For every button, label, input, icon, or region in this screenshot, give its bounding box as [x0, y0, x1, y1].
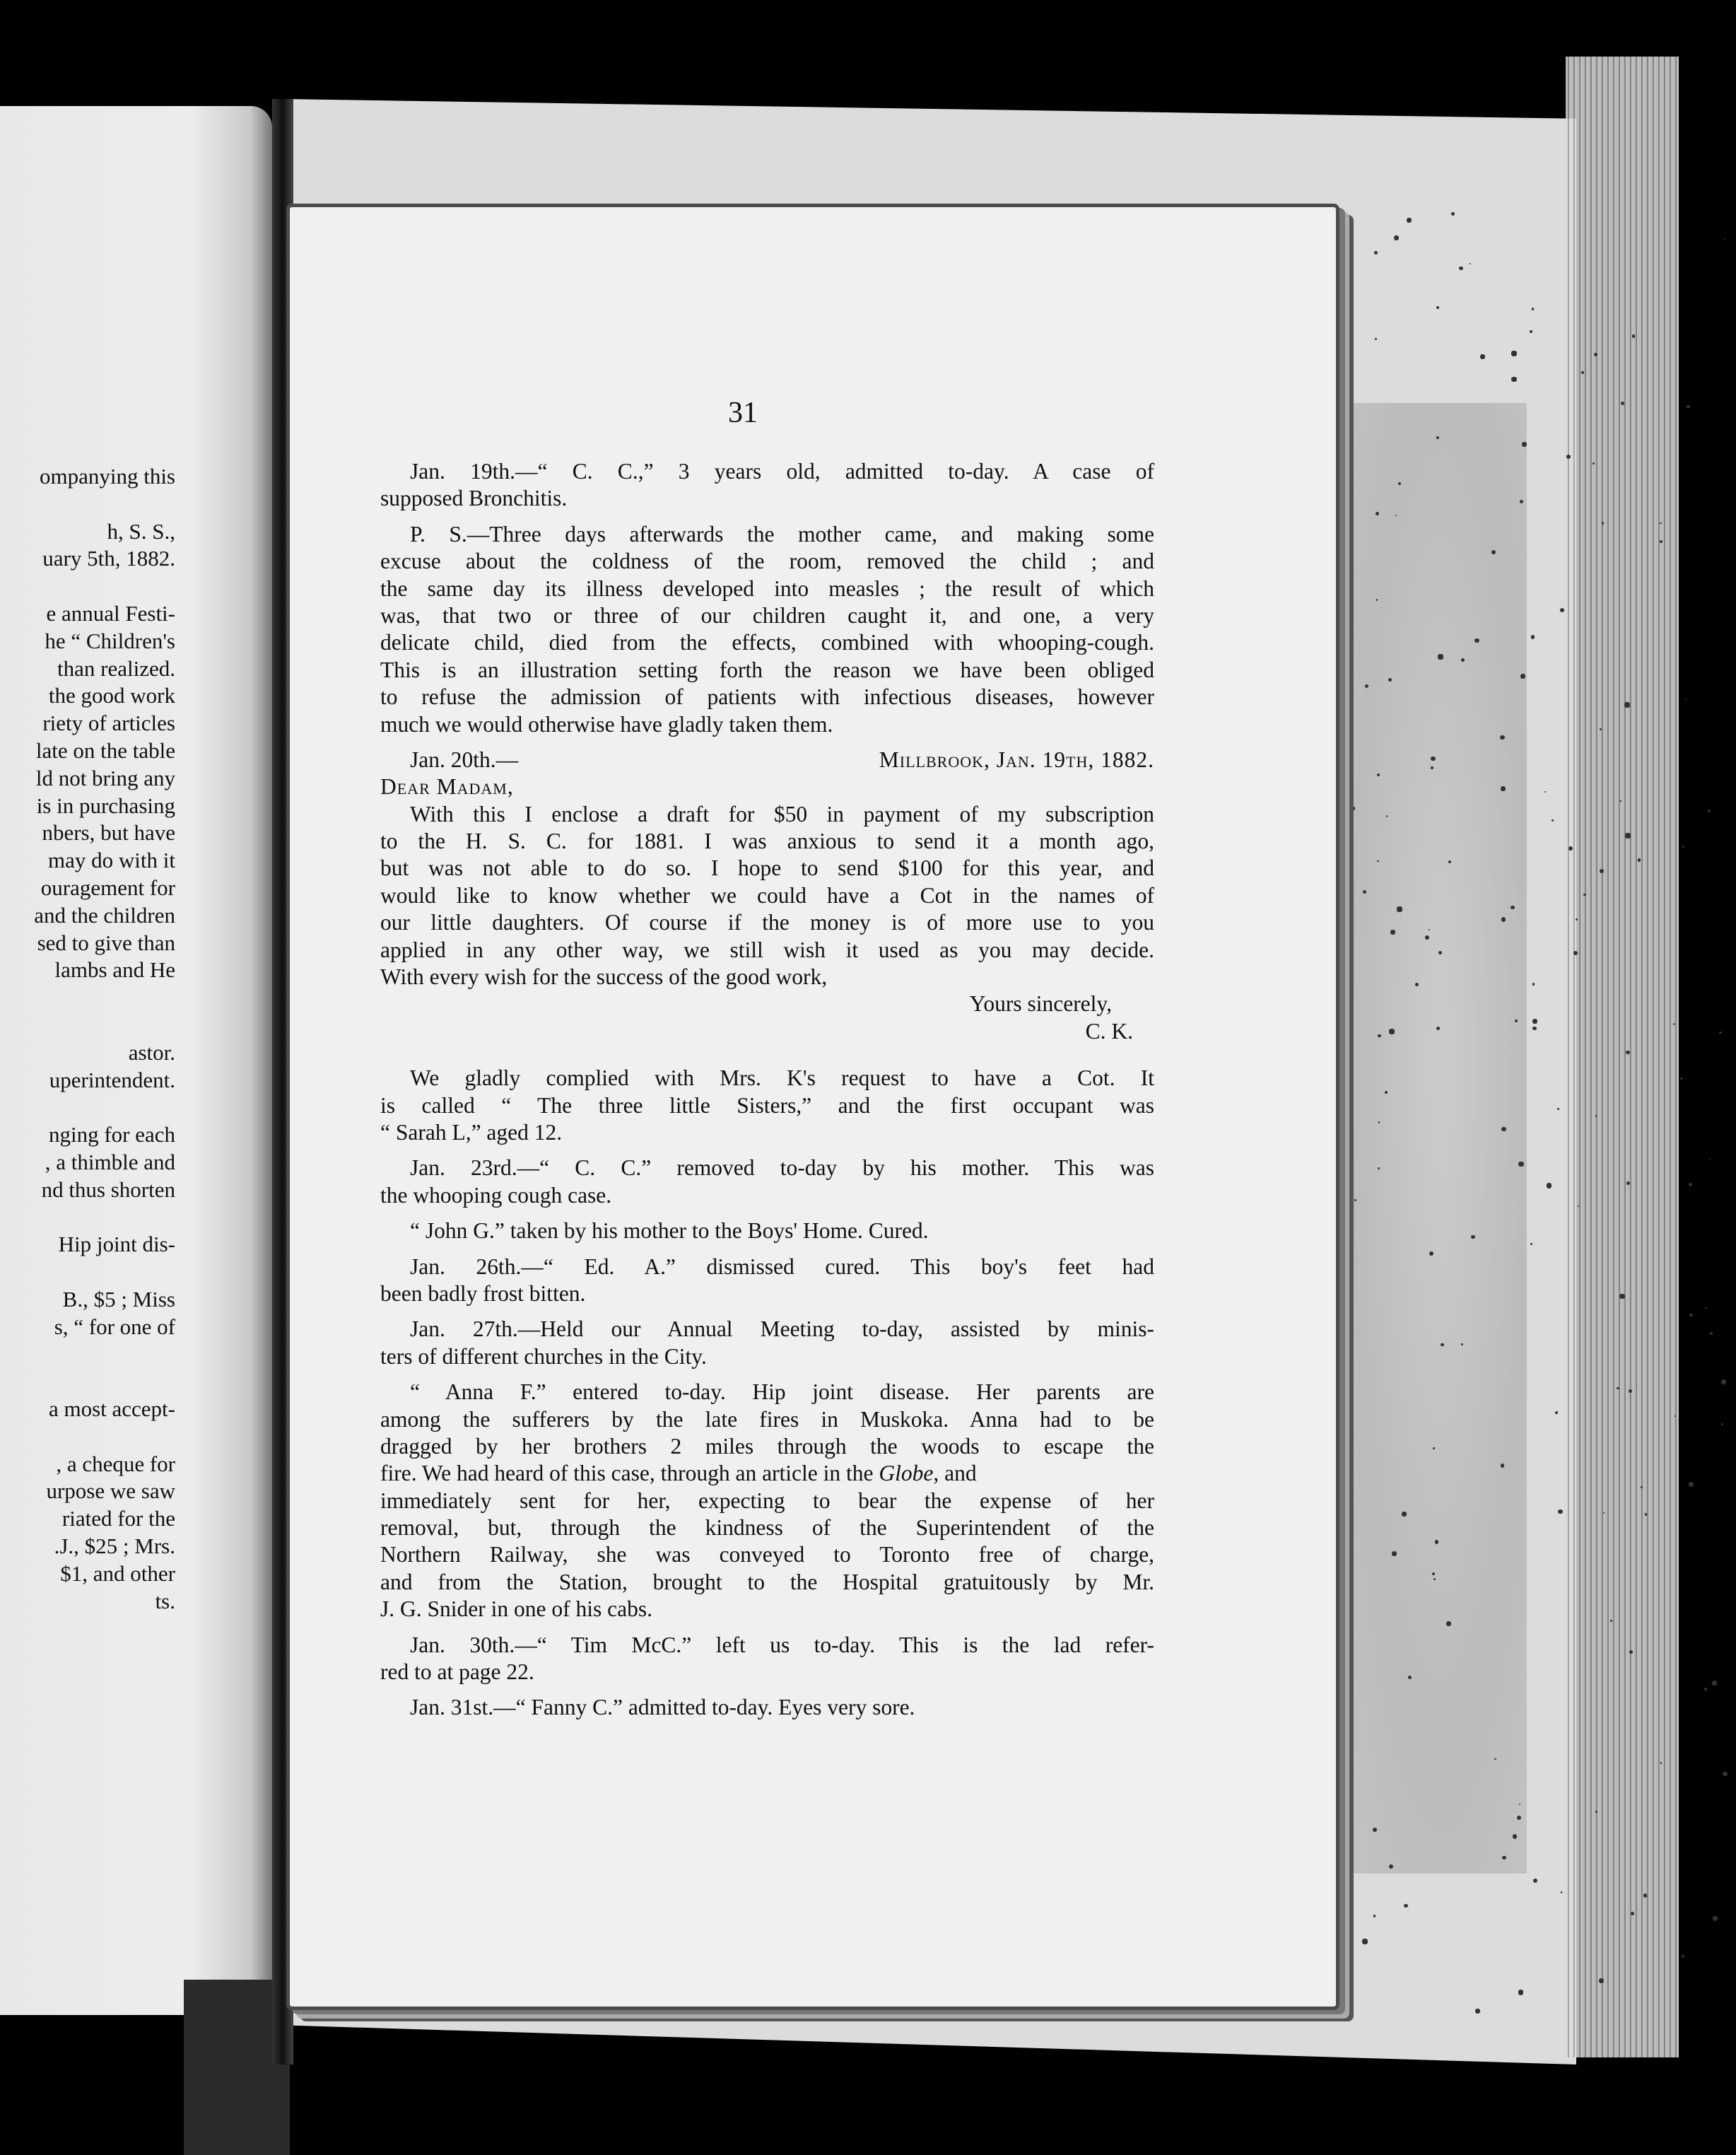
left-page — [0, 106, 272, 2015]
foxing-speck — [1395, 515, 1397, 516]
foxing-speck — [1522, 442, 1527, 447]
foxing-speck — [1723, 1772, 1728, 1777]
foxing-speck — [1433, 1578, 1436, 1580]
letter-place-date: Millbrook, Jan. 19th, 1882. — [879, 747, 1154, 772]
foxing-speck — [1436, 306, 1439, 309]
foxing-speck — [1685, 699, 1687, 700]
left-page-line: late on the table — [35, 737, 175, 763]
foxing-speck — [1352, 807, 1355, 810]
foxing-speck — [1494, 1758, 1496, 1760]
left-page-line: e annual Festi- — [46, 600, 175, 626]
text-line: delicate child, died from the effects, combined with whooping-cough. — [380, 630, 1154, 655]
foxing-speck — [1394, 235, 1398, 240]
text-line: our little daughters. Of course if the money is of more use to you — [380, 910, 1154, 935]
foxing-speck — [1673, 1023, 1675, 1025]
foxing-speck — [1378, 1121, 1380, 1123]
text-line: This is an illustration setting forth the reason we have been obliged — [380, 657, 1154, 682]
foxing-speck — [1705, 1307, 1707, 1309]
text-span: , and — [933, 1461, 977, 1486]
foxing-speck — [1404, 1904, 1408, 1908]
left-page-line: ts. — [155, 1588, 175, 1613]
text-line: to the H. S. C. for 1881. I was anxious to send it a month ago, — [380, 829, 1154, 854]
foxing-speck — [1660, 522, 1661, 524]
foxing-speck — [1704, 1688, 1707, 1690]
left-page-line: , a thimble and — [45, 1149, 175, 1174]
left-page-line — [0, 1258, 175, 1286]
foxing-speck — [1344, 2011, 1349, 2015]
foxing-speck — [1568, 846, 1573, 851]
left-page-line: riated for the — [61, 1506, 175, 1531]
text-line: and from the Station, brought to the Hospital gratuitously by Mr. — [380, 1569, 1154, 1594]
foxing-speck — [1675, 1415, 1676, 1417]
foxing-speck — [1682, 846, 1684, 848]
text-line: We gladly complied with Mrs. K's request to have a Cot. It — [410, 1065, 1154, 1091]
text-line: “ Anna F.” entered to-day. Hip joint disease. Her parents are — [410, 1379, 1154, 1405]
foxing-speck — [1365, 684, 1368, 688]
foxing-speck — [1619, 1294, 1625, 1300]
text-line: Jan. 31st.—“ Fanny C.” admitted to-day. Eyes very sore. — [410, 1695, 915, 1720]
foxing-speck — [1624, 702, 1630, 708]
foxing-speck — [1576, 918, 1578, 921]
left-page-line: ld not bring any — [35, 765, 175, 790]
foxing-speck — [1712, 1681, 1718, 1686]
left-page-line — [0, 1204, 175, 1232]
foxing-speck — [1515, 1020, 1518, 1022]
foxing-speck — [1448, 860, 1451, 863]
left-page-line: h, S. S., — [107, 518, 175, 544]
foxing-speck — [1433, 1447, 1435, 1449]
foxing-speck — [1389, 1029, 1395, 1034]
foxing-speck — [1687, 405, 1689, 408]
foxing-speck — [1402, 1512, 1406, 1516]
left-page-line: s, “ for one of — [54, 1314, 175, 1339]
foxing-speck — [1518, 1162, 1523, 1167]
foxing-speck — [1390, 930, 1395, 935]
left-page-line: may do with it — [48, 848, 175, 873]
foxing-speck — [1470, 263, 1471, 264]
text-line: the same day its illness developed into measles ; the result of which — [380, 576, 1154, 601]
letter-heading — [380, 747, 1154, 773]
foxing-speck — [1619, 800, 1621, 802]
newspaper-title: Globe — [879, 1461, 934, 1486]
text-line: applied in any other way, we still wish it used as you may decide. — [380, 937, 1154, 962]
foxing-speck — [1500, 735, 1505, 740]
foxing-speck — [1392, 1551, 1397, 1556]
text-line: “ Sarah L,” aged 12. — [380, 1119, 563, 1145]
text-line: much we would otherwise have gladly taken them. — [380, 711, 833, 737]
foxing-speck — [1547, 1183, 1552, 1189]
text-line: excuse about the coldness of the room, removed the child ; and — [380, 549, 1154, 574]
foxing-speck — [1593, 462, 1595, 465]
text-line: dragged by her brothers 2 miles through the woods to escape the — [380, 1433, 1154, 1459]
left-page-line: uperintendent. — [49, 1067, 175, 1092]
left-page-line: $1, and other — [60, 1560, 175, 1586]
foxing-speck — [1511, 377, 1517, 382]
text-line: Jan. 23rd.—“ C. C.” removed to-day by his mother. This was — [410, 1155, 1154, 1181]
foxing-speck — [1502, 1856, 1506, 1859]
left-page-text — [0, 463, 175, 1615]
foxing-speck — [1719, 1032, 1721, 1034]
foxing-speck — [1517, 1816, 1521, 1820]
text-line: removal, but, through the kindness of the Superintendent of the — [380, 1515, 1154, 1541]
page-number: 31 — [728, 397, 758, 429]
page-edges — [1566, 57, 1679, 2057]
foxing-speck — [1480, 354, 1485, 359]
text-line: Jan. 26th.—“ Ed. A.” dismissed cured. This boy's feet had — [410, 1254, 1154, 1279]
foxing-speck — [1713, 1916, 1718, 1921]
foxing-speck — [1560, 608, 1564, 612]
left-page-line: nging for each — [48, 1122, 175, 1147]
left-page-line — [0, 1012, 175, 1039]
left-page-line: nbers, but have — [42, 820, 175, 846]
foxing-speck — [1471, 1235, 1474, 1239]
foxing-speck — [1532, 1027, 1536, 1030]
text-line: the whooping cough case. — [380, 1182, 612, 1208]
foxing-speck — [1513, 1834, 1517, 1838]
foxing-speck — [1689, 1183, 1692, 1186]
left-page-line — [0, 1341, 175, 1369]
foxing-speck — [1602, 522, 1604, 524]
foxing-speck — [1511, 906, 1514, 909]
left-page-line — [0, 984, 175, 1012]
text-line: but was not able to do so. I hope to send $100 for this year, and — [380, 855, 1154, 881]
text-line: red to at page 22. — [380, 1659, 534, 1685]
foxing-speck — [1431, 766, 1433, 769]
foxing-speck — [1397, 906, 1402, 912]
foxing-speck — [1708, 810, 1711, 813]
foxing-speck — [1432, 1572, 1435, 1575]
foxing-speck — [1376, 512, 1379, 515]
text-line: is called “ The three little Sisters,” and the first occupant was — [380, 1092, 1154, 1118]
left-page-line: nd thus shorten — [41, 1176, 175, 1202]
foxing-speck — [1344, 1351, 1347, 1353]
text-line: immediately sent for her, expecting to bear the expense of her — [380, 1488, 1154, 1513]
foxing-speck — [1710, 1332, 1713, 1335]
foxing-speck — [1518, 1990, 1523, 1995]
letter-signature: C. K. — [1085, 1018, 1133, 1044]
left-page-line: .J., $25 ; Mrs. — [54, 1534, 175, 1559]
foxing-speck — [1610, 1620, 1612, 1622]
foxing-speck — [1689, 1314, 1692, 1316]
foxing-speck — [1600, 728, 1602, 730]
foxing-speck — [1511, 351, 1517, 356]
foxing-speck — [1631, 1912, 1634, 1915]
left-page-line — [0, 573, 175, 600]
foxing-speck — [1474, 638, 1479, 643]
left-page-line: B., $5 ; Miss — [62, 1286, 175, 1312]
foxing-speck — [1625, 833, 1631, 839]
foxing-speck — [1373, 1828, 1377, 1832]
text-line — [380, 1460, 1154, 1487]
left-page-line: uary 5th, 1882. — [42, 546, 175, 571]
foxing-speck — [1544, 791, 1546, 793]
left-page-line: sed to give than — [37, 930, 175, 955]
entry-date: Jan. 20th.— — [410, 747, 519, 772]
text-line: been badly frost bitten. — [380, 1280, 586, 1306]
foxing-speck — [1349, 1657, 1353, 1661]
text-line: Jan. 30th.—“ Tim McC.” left us to-day. This is the lad refer- — [410, 1632, 1154, 1657]
foxing-speck — [1520, 674, 1525, 679]
left-page-line — [0, 1368, 175, 1396]
foxing-speck — [1530, 330, 1532, 333]
foxing-speck — [1680, 1078, 1682, 1080]
text-line: With every wish for the success of the good work, — [380, 964, 828, 990]
text-line: Jan. 19th.—“ C. C.,” 3 years old, admitted to-day. A case of — [410, 459, 1154, 484]
foxing-speck — [1459, 267, 1463, 271]
left-page-line: the good work — [48, 683, 175, 708]
foxing-speck — [1561, 1891, 1562, 1893]
left-page-line: Hip joint dis- — [58, 1232, 175, 1257]
foxing-speck — [1682, 1955, 1684, 1958]
foxing-speck — [1451, 212, 1455, 216]
text-line: was, that two or three of our children caught it, and one, a very — [380, 602, 1154, 628]
foxing-speck — [1557, 1108, 1559, 1110]
left-page-line — [0, 491, 175, 518]
text-line: Jan. 27th.—Held our Annual Meeting to-day, assisted by minis- — [410, 1316, 1154, 1342]
text-line: With this I enclose a draft for $50 in payment of my subscription — [410, 801, 1154, 827]
text-line: “ John G.” taken by his mother to the Boys' Home. Cured. — [410, 1218, 929, 1244]
text-line: J. G. Snider in one of his cabs. — [380, 1596, 652, 1622]
foxing-speck — [1407, 218, 1412, 223]
foxing-speck — [1721, 1379, 1726, 1384]
foxing-speck — [1350, 548, 1353, 551]
foxing-speck — [1520, 500, 1523, 503]
left-page-line: than realized. — [57, 655, 175, 681]
foxing-speck — [1475, 2009, 1480, 2014]
text-line: P. S.—Three days afterwards the mother came, and making some — [410, 521, 1154, 547]
foxing-speck — [1363, 890, 1366, 894]
foxing-speck — [1721, 1423, 1723, 1425]
foxing-speck — [1441, 1343, 1444, 1347]
text-line: would like to know whether we could have a Cot in the names of — [380, 882, 1154, 908]
foxing-speck — [1461, 1343, 1462, 1345]
foxing-speck — [1632, 334, 1635, 337]
foxing-speck — [1532, 1019, 1537, 1024]
foxing-speck — [1603, 1512, 1605, 1514]
left-page-line: is in purchasing — [36, 793, 175, 818]
text-line: Northern Railway, she was conveyed to Toronto free of charge, — [380, 1542, 1154, 1567]
text-line: supposed Bronchitis. — [380, 486, 568, 511]
left-page-line — [0, 1094, 175, 1121]
letter-salutation: Dear Madam, — [380, 774, 514, 800]
foxing-speck — [1638, 858, 1641, 861]
faded-plate-image — [1336, 403, 1527, 1874]
left-page-line: lambs and He — [54, 957, 175, 983]
foxing-speck — [1501, 1127, 1506, 1131]
left-page-line: urpose we saw — [46, 1478, 175, 1504]
foxing-speck — [1438, 654, 1443, 660]
text-line: to refuse the admission of patients with infectious diseases, however — [380, 684, 1154, 710]
foxing-speck — [1530, 1243, 1532, 1245]
foxing-speck — [1689, 1482, 1694, 1487]
foxing-speck — [1629, 1389, 1632, 1393]
letter-closing: Yours sincerely, — [969, 991, 1112, 1017]
text-span: fire. We had heard of this case, through an article in the — [380, 1461, 879, 1486]
foxing-speck — [1501, 786, 1506, 791]
foxing-speck — [1461, 658, 1465, 662]
left-page-line: ouragement for — [40, 875, 175, 900]
text-line: among the sufferers by the late fires in Muskoka. Anna had to be — [380, 1406, 1154, 1432]
foxing-speck — [1531, 635, 1535, 639]
left-page-line: , a cheque for — [56, 1451, 175, 1476]
foxing-speck — [1501, 917, 1506, 922]
left-page-line: riety of articles — [42, 711, 175, 736]
left-page-line: he “ Children's — [45, 628, 175, 653]
foxing-speck — [1724, 238, 1725, 240]
left-page-line: a most accept- — [48, 1396, 175, 1422]
text-line: ters of different churches in the City. — [380, 1343, 707, 1369]
left-page-line: and the children — [34, 902, 175, 928]
foxing-speck — [1573, 951, 1578, 956]
left-page-line: astor. — [128, 1039, 175, 1065]
foxing-speck — [1362, 1939, 1368, 1944]
page-text — [380, 458, 1154, 1722]
left-page-line: ompanying this — [39, 464, 175, 489]
foxing-speck — [1709, 1158, 1711, 1160]
foxing-speck — [1375, 338, 1377, 340]
left-page-line — [0, 1423, 175, 1451]
